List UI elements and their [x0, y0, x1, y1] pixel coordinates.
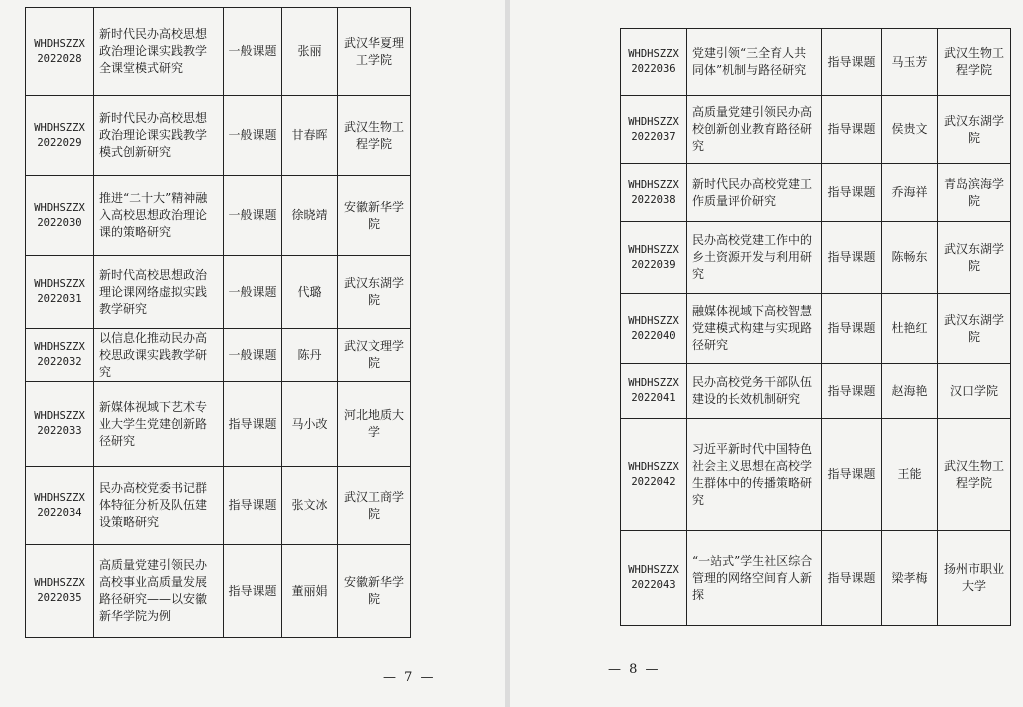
- document-page-left: [0, 0, 505, 707]
- school-cell: 武汉生物工程学院: [938, 29, 1011, 96]
- code-cell: WHDHSZZX 2022037: [621, 96, 687, 164]
- code-cell: WHDHSZZX 2022031: [26, 256, 94, 329]
- title-cell: “一站式”学生社区综合管理的网络空间育人新探: [687, 531, 822, 626]
- person-cell: 甘春晖: [282, 96, 338, 176]
- type-cell: 一般课题: [224, 329, 282, 382]
- person-cell: 董丽娟: [282, 545, 338, 638]
- table-row: [26, 329, 411, 382]
- person-cell: 张文冰: [282, 467, 338, 545]
- table-row: [621, 96, 1011, 164]
- code-cell: WHDHSZZX 2022041: [621, 364, 687, 419]
- table-row: [26, 382, 411, 467]
- person-cell: 陈丹: [282, 329, 338, 382]
- title-cell: 融媒体视域下高校智慧党建模式构建与实现路径研究: [687, 294, 822, 364]
- table-row: [26, 545, 411, 638]
- title-cell: 新时代民办高校思想政治理论课实践教学全课堂模式研究: [94, 8, 224, 96]
- title-cell: 民办高校党委书记群体特征分析及队伍建设策略研究: [94, 467, 224, 545]
- table-row: [621, 364, 1011, 419]
- person-cell: 赵海艳: [882, 364, 938, 419]
- table-row: [26, 467, 411, 545]
- type-cell: 指导课题: [822, 419, 882, 531]
- school-cell: 青岛滨海学院: [938, 164, 1011, 222]
- table-row: [26, 176, 411, 256]
- type-cell: 指导课题: [224, 545, 282, 638]
- person-cell: 陈畅东: [882, 222, 938, 294]
- school-cell: 武汉东湖学院: [938, 294, 1011, 364]
- school-cell: 汉口学院: [938, 364, 1011, 419]
- table-row: [26, 96, 411, 176]
- school-cell: 武汉生物工程学院: [938, 419, 1011, 531]
- table-row: [26, 8, 411, 96]
- title-cell: 新时代民办高校思想政治理论课实践教学模式创新研究: [94, 96, 224, 176]
- school-cell: 武汉东湖学院: [938, 96, 1011, 164]
- table-row: [621, 222, 1011, 294]
- table-row: [621, 419, 1011, 531]
- code-cell: WHDHSZZX 2022032: [26, 329, 94, 382]
- table-row: [26, 256, 411, 329]
- type-cell: 指导课题: [822, 294, 882, 364]
- title-cell: 推进“二十大”精神融入高校思想政治理论课的策略研究: [94, 176, 224, 256]
- title-cell: 党建引领“三全育人共同体”机制与路径研究: [687, 29, 822, 96]
- school-cell: 武汉文理学院: [338, 329, 411, 382]
- person-cell: 杜艳红: [882, 294, 938, 364]
- table-row: [621, 294, 1011, 364]
- title-cell: 以信息化推动民办高校思政课实践教学研究: [94, 329, 224, 382]
- type-cell: 指导课题: [822, 96, 882, 164]
- code-cell: WHDHSZZX 2022033: [26, 382, 94, 467]
- page-number: — 7 —: [383, 670, 436, 685]
- code-cell: WHDHSZZX 2022029: [26, 96, 94, 176]
- title-cell: 高质量党建引领民办高校事业高质量发展路径研究——以安徽新华学院为例: [94, 545, 224, 638]
- school-cell: 安徽新华学院: [338, 545, 411, 638]
- code-cell: WHDHSZZX 2022042: [621, 419, 687, 531]
- type-cell: 一般课题: [224, 256, 282, 329]
- code-cell: WHDHSZZX 2022028: [26, 8, 94, 96]
- table-row: [621, 29, 1011, 96]
- type-cell: 指导课题: [224, 382, 282, 467]
- type-cell: 一般课题: [224, 96, 282, 176]
- school-cell: 河北地质大学: [338, 382, 411, 467]
- type-cell: 指导课题: [822, 29, 882, 96]
- title-cell: 新时代民办高校党建工作质量评价研究: [687, 164, 822, 222]
- title-cell: 新媒体视域下艺术专业大学生党建创新路径研究: [94, 382, 224, 467]
- person-cell: 马玉芳: [882, 29, 938, 96]
- school-cell: 武汉东湖学院: [938, 222, 1011, 294]
- person-cell: 张丽: [282, 8, 338, 96]
- person-cell: 梁孝梅: [882, 531, 938, 626]
- project-table-left: [25, 7, 411, 638]
- table-row: [621, 164, 1011, 222]
- person-cell: 代璐: [282, 256, 338, 329]
- type-cell: 一般课题: [224, 176, 282, 256]
- page-number: — 8 —: [608, 662, 661, 677]
- code-cell: WHDHSZZX 2022040: [621, 294, 687, 364]
- school-cell: 武汉工商学院: [338, 467, 411, 545]
- title-cell: 民办高校党建工作中的乡土资源开发与利用研究: [687, 222, 822, 294]
- project-table-right: [620, 28, 1011, 626]
- type-cell: 指导课题: [822, 531, 882, 626]
- school-cell: 武汉东湖学院: [338, 256, 411, 329]
- code-cell: WHDHSZZX 2022030: [26, 176, 94, 256]
- type-cell: 指导课题: [822, 222, 882, 294]
- title-cell: 高质量党建引领民办高校创新创业教育路径研究: [687, 96, 822, 164]
- person-cell: 王能: [882, 419, 938, 531]
- school-cell: 安徽新华学院: [338, 176, 411, 256]
- school-cell: 武汉华夏理工学院: [338, 8, 411, 96]
- code-cell: WHDHSZZX 2022039: [621, 222, 687, 294]
- title-cell: 习近平新时代中国特色社会主义思想在高校学生群体中的传播策略研究: [687, 419, 822, 531]
- type-cell: 一般课题: [224, 8, 282, 96]
- school-cell: 扬州市职业大学: [938, 531, 1011, 626]
- person-cell: 马小改: [282, 382, 338, 467]
- code-cell: WHDHSZZX 2022035: [26, 545, 94, 638]
- school-cell: 武汉生物工程学院: [338, 96, 411, 176]
- title-cell: 民办高校党务干部队伍建设的长效机制研究: [687, 364, 822, 419]
- type-cell: 指导课题: [822, 364, 882, 419]
- code-cell: WHDHSZZX 2022036: [621, 29, 687, 96]
- code-cell: WHDHSZZX 2022043: [621, 531, 687, 626]
- person-cell: 侯贵文: [882, 96, 938, 164]
- code-cell: WHDHSZZX 2022038: [621, 164, 687, 222]
- title-cell: 新时代高校思想政治理论课网络虚拟实践教学研究: [94, 256, 224, 329]
- code-cell: WHDHSZZX 2022034: [26, 467, 94, 545]
- person-cell: 徐晓靖: [282, 176, 338, 256]
- type-cell: 指导课题: [224, 467, 282, 545]
- table-row: [621, 531, 1011, 626]
- type-cell: 指导课题: [822, 164, 882, 222]
- person-cell: 乔海祥: [882, 164, 938, 222]
